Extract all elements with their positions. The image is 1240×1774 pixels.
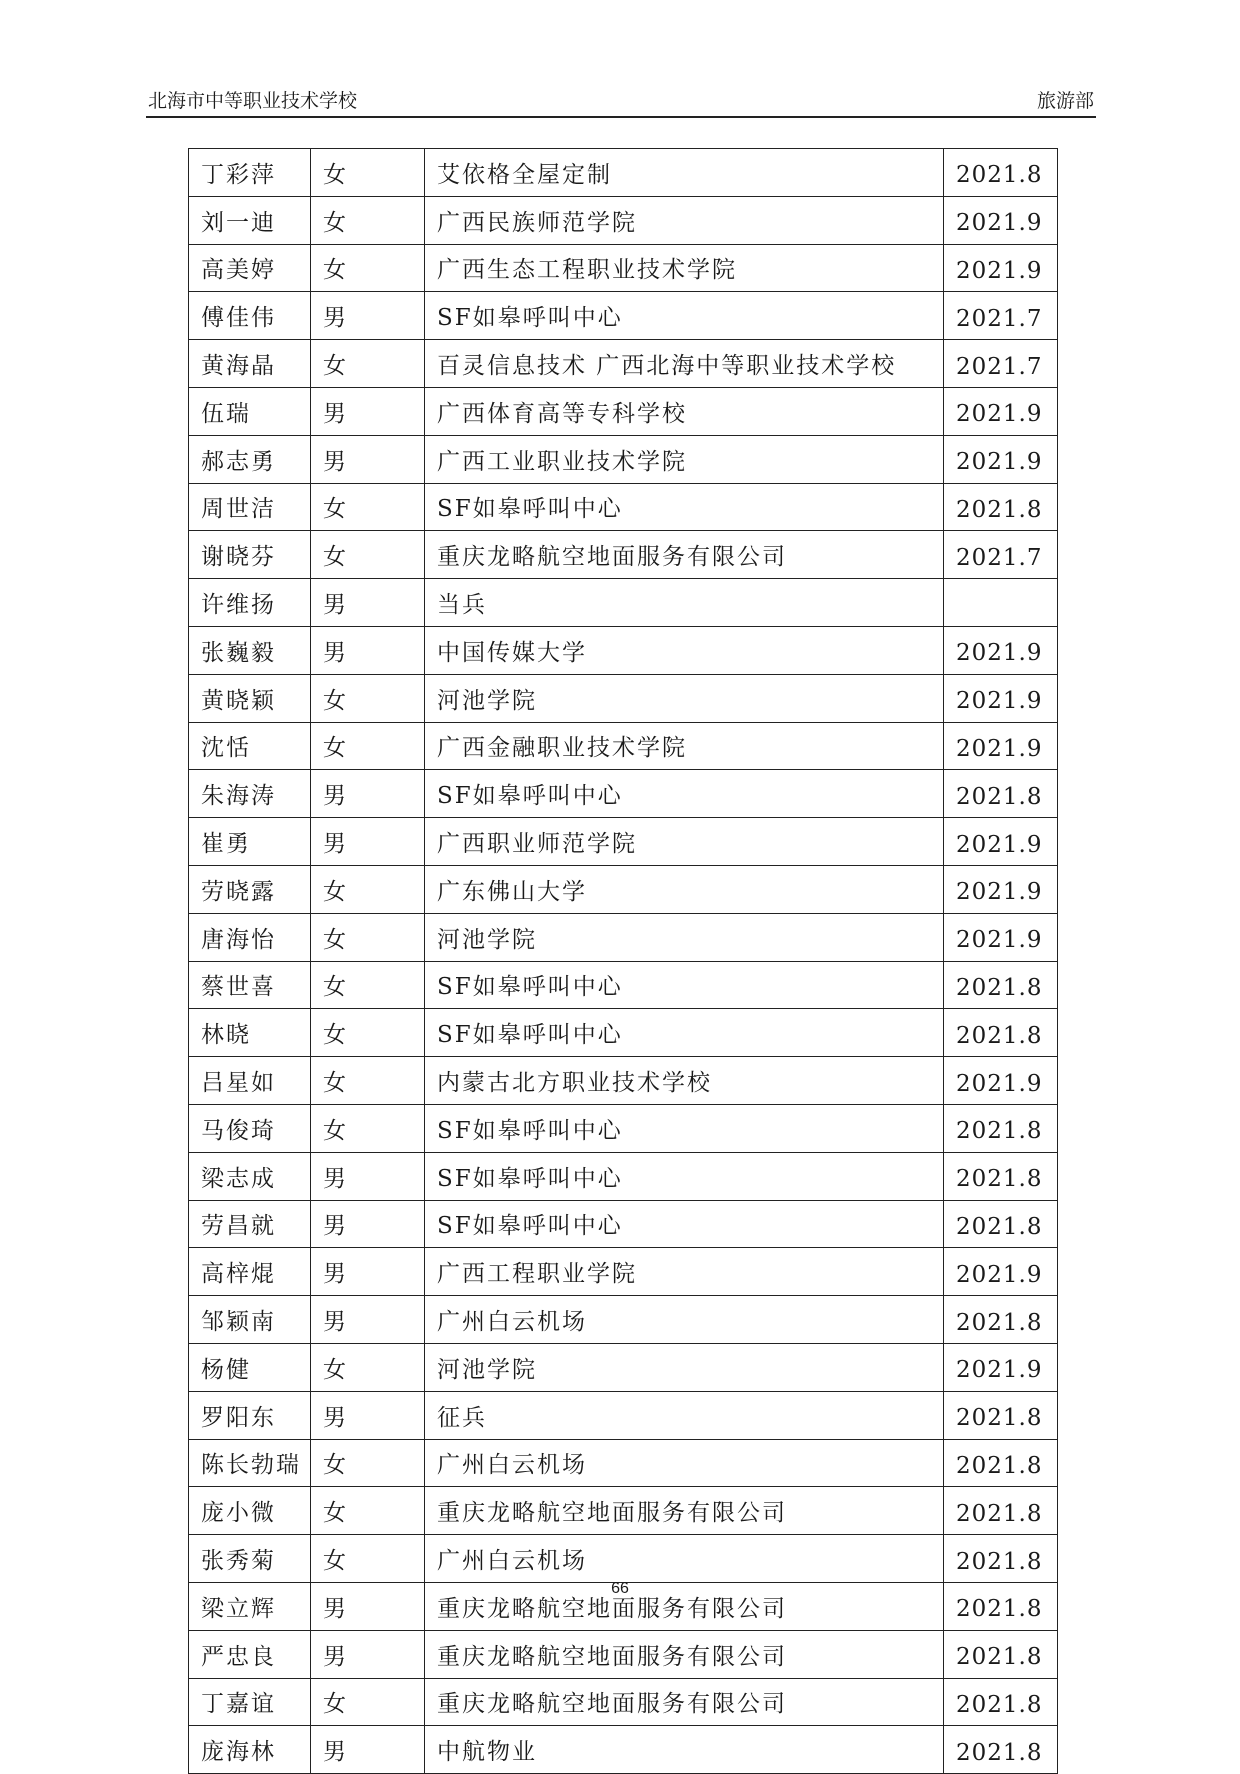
destination-cell: SF如皋呼叫中心: [425, 961, 944, 1009]
gender-cell: 男: [311, 1152, 425, 1200]
student-name-cell: 黄晓颖: [189, 674, 311, 722]
student-name-cell: 丁彩萍: [189, 149, 311, 197]
student-name-cell: 许维扬: [189, 579, 311, 627]
date-cell: 2021.8: [944, 483, 1058, 531]
date-cell: 2021.9: [944, 196, 1058, 244]
date-cell: 2021.7: [944, 531, 1058, 579]
student-name-cell: 崔勇: [189, 818, 311, 866]
date-cell: 2021.7: [944, 340, 1058, 388]
student-name-cell: 郝志勇: [189, 435, 311, 483]
gender-cell: 男: [311, 1630, 425, 1678]
gender-cell: 男: [311, 1296, 425, 1344]
gender-cell: 男: [311, 1582, 425, 1630]
destination-cell: 重庆龙略航空地面服务有限公司: [425, 1678, 944, 1726]
table-row: [189, 340, 1058, 388]
gender-cell: 女: [311, 722, 425, 770]
table-row: [189, 1200, 1058, 1248]
destination-cell: 中航物业: [425, 1726, 944, 1774]
date-cell: 2021.9: [944, 1057, 1058, 1105]
table-row: [189, 1726, 1058, 1774]
date-cell: 2021.8: [944, 1726, 1058, 1774]
table-row: [189, 1535, 1058, 1583]
date-cell: 2021.9: [944, 865, 1058, 913]
date-cell: 2021.8: [944, 1009, 1058, 1057]
date-cell: 2021.8: [944, 1439, 1058, 1487]
table-row: [189, 913, 1058, 961]
student-name-cell: 邹颖南: [189, 1296, 311, 1344]
date-cell: 2021.9: [944, 387, 1058, 435]
table-row: [189, 1487, 1058, 1535]
student-name-cell: 张秀菊: [189, 1535, 311, 1583]
table-row: [189, 865, 1058, 913]
table-row: [189, 722, 1058, 770]
gender-cell: 女: [311, 865, 425, 913]
date-cell: 2021.9: [944, 1343, 1058, 1391]
gender-cell: 男: [311, 1248, 425, 1296]
table-row: [189, 1009, 1058, 1057]
student-name-cell: 伍瑞: [189, 387, 311, 435]
student-name-cell: 唐海怡: [189, 913, 311, 961]
table-row: [189, 1152, 1058, 1200]
date-cell: 2021.8: [944, 1487, 1058, 1535]
table-row: [189, 244, 1058, 292]
destination-cell: 广西体育高等专科学校: [425, 387, 944, 435]
destination-cell: 中国传媒大学: [425, 626, 944, 674]
destination-cell: 重庆龙略航空地面服务有限公司: [425, 1630, 944, 1678]
student-name-cell: 刘一迪: [189, 196, 311, 244]
destination-cell: 广西生态工程职业技术学院: [425, 244, 944, 292]
table-row: [189, 818, 1058, 866]
destination-cell: 广州白云机场: [425, 1535, 944, 1583]
table-row: [189, 1343, 1058, 1391]
student-name-cell: 丁嘉谊: [189, 1678, 311, 1726]
destination-cell: SF如皋呼叫中心: [425, 483, 944, 531]
student-name-cell: 马俊琦: [189, 1104, 311, 1152]
destination-cell: 征兵: [425, 1391, 944, 1439]
date-cell: 2021.8: [944, 1582, 1058, 1630]
date-cell: 2021.8: [944, 149, 1058, 197]
student-name-cell: 林晓: [189, 1009, 311, 1057]
gender-cell: 女: [311, 340, 425, 388]
table-row: [189, 483, 1058, 531]
destination-cell: 广西职业师范学院: [425, 818, 944, 866]
destination-cell: 当兵: [425, 579, 944, 627]
gender-cell: 男: [311, 435, 425, 483]
student-name-cell: 周世洁: [189, 483, 311, 531]
student-name-cell: 沈恬: [189, 722, 311, 770]
gender-cell: 女: [311, 483, 425, 531]
table-row: [189, 531, 1058, 579]
destination-cell: SF如皋呼叫中心: [425, 1152, 944, 1200]
table-row: [189, 1678, 1058, 1726]
table-row: [189, 1630, 1058, 1678]
gender-cell: 女: [311, 1343, 425, 1391]
date-cell: 2021.8: [944, 1152, 1058, 1200]
destination-cell: SF如皋呼叫中心: [425, 770, 944, 818]
gender-cell: 男: [311, 387, 425, 435]
gender-cell: 女: [311, 149, 425, 197]
destination-cell: 重庆龙略航空地面服务有限公司: [425, 1582, 944, 1630]
gender-cell: 女: [311, 1009, 425, 1057]
student-name-cell: 杨健: [189, 1343, 311, 1391]
gender-cell: 女: [311, 1057, 425, 1105]
destination-cell: 艾依格全屋定制: [425, 149, 944, 197]
date-cell: 2021.8: [944, 1535, 1058, 1583]
destination-cell: 广东佛山大学: [425, 865, 944, 913]
destination-cell: SF如皋呼叫中心: [425, 1104, 944, 1152]
table-row: [189, 961, 1058, 1009]
student-name-cell: 傅佳伟: [189, 292, 311, 340]
page-header: [146, 86, 1096, 118]
destination-cell: 重庆龙略航空地面服务有限公司: [425, 531, 944, 579]
date-cell: 2021.8: [944, 1630, 1058, 1678]
student-name-cell: 张巍毅: [189, 626, 311, 674]
date-cell: 2021.9: [944, 626, 1058, 674]
date-cell: 2021.8: [944, 961, 1058, 1009]
graduate-destination-table: [188, 148, 1058, 1774]
gender-cell: 男: [311, 1391, 425, 1439]
date-cell: 2021.8: [944, 1296, 1058, 1344]
student-name-cell: 高梓焜: [189, 1248, 311, 1296]
date-cell: 2021.8: [944, 1200, 1058, 1248]
table-row: [189, 435, 1058, 483]
date-cell: 2021.9: [944, 435, 1058, 483]
student-name-cell: 谢晓芬: [189, 531, 311, 579]
table-row: [189, 149, 1058, 197]
student-name-cell: 罗阳东: [189, 1391, 311, 1439]
destination-cell: 河池学院: [425, 1343, 944, 1391]
gender-cell: 男: [311, 818, 425, 866]
destination-cell: 河池学院: [425, 674, 944, 722]
student-name-cell: 朱海涛: [189, 770, 311, 818]
gender-cell: 男: [311, 626, 425, 674]
destination-cell: SF如皋呼叫中心: [425, 1200, 944, 1248]
gender-cell: 男: [311, 1200, 425, 1248]
destination-cell: 河池学院: [425, 913, 944, 961]
gender-cell: 女: [311, 1487, 425, 1535]
destination-cell: 广西工程职业学院: [425, 1248, 944, 1296]
student-name-cell: 庞小微: [189, 1487, 311, 1535]
table-row: [189, 626, 1058, 674]
destination-cell: 广西民族师范学院: [425, 196, 944, 244]
table-row: [189, 292, 1058, 340]
destination-cell: 重庆龙略航空地面服务有限公司: [425, 1487, 944, 1535]
table-row: [189, 1296, 1058, 1344]
gender-cell: 女: [311, 531, 425, 579]
student-name-cell: 劳昌就: [189, 1200, 311, 1248]
destination-cell: SF如皋呼叫中心: [425, 1009, 944, 1057]
table-row: [189, 1057, 1058, 1105]
student-name-cell: 庞海林: [189, 1726, 311, 1774]
destination-cell: 百灵信息技术 广西北海中等职业技术学校: [425, 340, 944, 388]
student-name-cell: 梁志成: [189, 1152, 311, 1200]
table-row: [189, 1439, 1058, 1487]
destination-cell: SF如皋呼叫中心: [425, 292, 944, 340]
gender-cell: 女: [311, 674, 425, 722]
gender-cell: 女: [311, 1535, 425, 1583]
table-row: [189, 1248, 1058, 1296]
table-body: [189, 149, 1058, 1774]
department-name: 旅游部: [1036, 90, 1094, 112]
student-name-cell: 蔡世喜: [189, 961, 311, 1009]
gender-cell: 男: [311, 292, 425, 340]
gender-cell: 女: [311, 913, 425, 961]
table-row: [189, 770, 1058, 818]
table-row: [189, 674, 1058, 722]
date-cell: 2021.8: [944, 1678, 1058, 1726]
gender-cell: 女: [311, 1439, 425, 1487]
student-name-cell: 黄海晶: [189, 340, 311, 388]
date-cell: 2021.8: [944, 770, 1058, 818]
date-cell: 2021.9: [944, 913, 1058, 961]
date-cell: 2021.9: [944, 1248, 1058, 1296]
destination-cell: 广州白云机场: [425, 1296, 944, 1344]
gender-cell: 女: [311, 1104, 425, 1152]
gender-cell: 女: [311, 196, 425, 244]
date-cell: 2021.8: [944, 1104, 1058, 1152]
student-name-cell: 梁立辉: [189, 1582, 311, 1630]
gender-cell: 女: [311, 961, 425, 1009]
date-cell: [944, 579, 1058, 627]
gender-cell: 男: [311, 1726, 425, 1774]
destination-cell: 广西工业职业技术学院: [425, 435, 944, 483]
destination-cell: 广州白云机场: [425, 1439, 944, 1487]
date-cell: 2021.9: [944, 674, 1058, 722]
date-cell: 2021.9: [944, 818, 1058, 866]
student-name-cell: 劳晓露: [189, 865, 311, 913]
date-cell: 2021.9: [944, 722, 1058, 770]
student-name-cell: 吕星如: [189, 1057, 311, 1105]
page-number: 66: [611, 1580, 629, 1597]
gender-cell: 女: [311, 244, 425, 292]
table-row: [189, 579, 1058, 627]
table-row: [189, 1104, 1058, 1152]
table-row: [189, 387, 1058, 435]
destination-cell: 内蒙古北方职业技术学校: [425, 1057, 944, 1105]
gender-cell: 男: [311, 770, 425, 818]
gender-cell: 男: [311, 579, 425, 627]
table-row: [189, 1391, 1058, 1439]
destination-cell: 广西金融职业技术学院: [425, 722, 944, 770]
date-cell: 2021.7: [944, 292, 1058, 340]
school-name: 北海市中等职业技术学校: [148, 90, 358, 112]
student-name-cell: 陈长勃瑞: [189, 1439, 311, 1487]
date-cell: 2021.9: [944, 244, 1058, 292]
gender-cell: 女: [311, 1678, 425, 1726]
student-name-cell: 严忠良: [189, 1630, 311, 1678]
date-cell: 2021.8: [944, 1391, 1058, 1439]
table-row: [189, 196, 1058, 244]
student-name-cell: 高美婷: [189, 244, 311, 292]
